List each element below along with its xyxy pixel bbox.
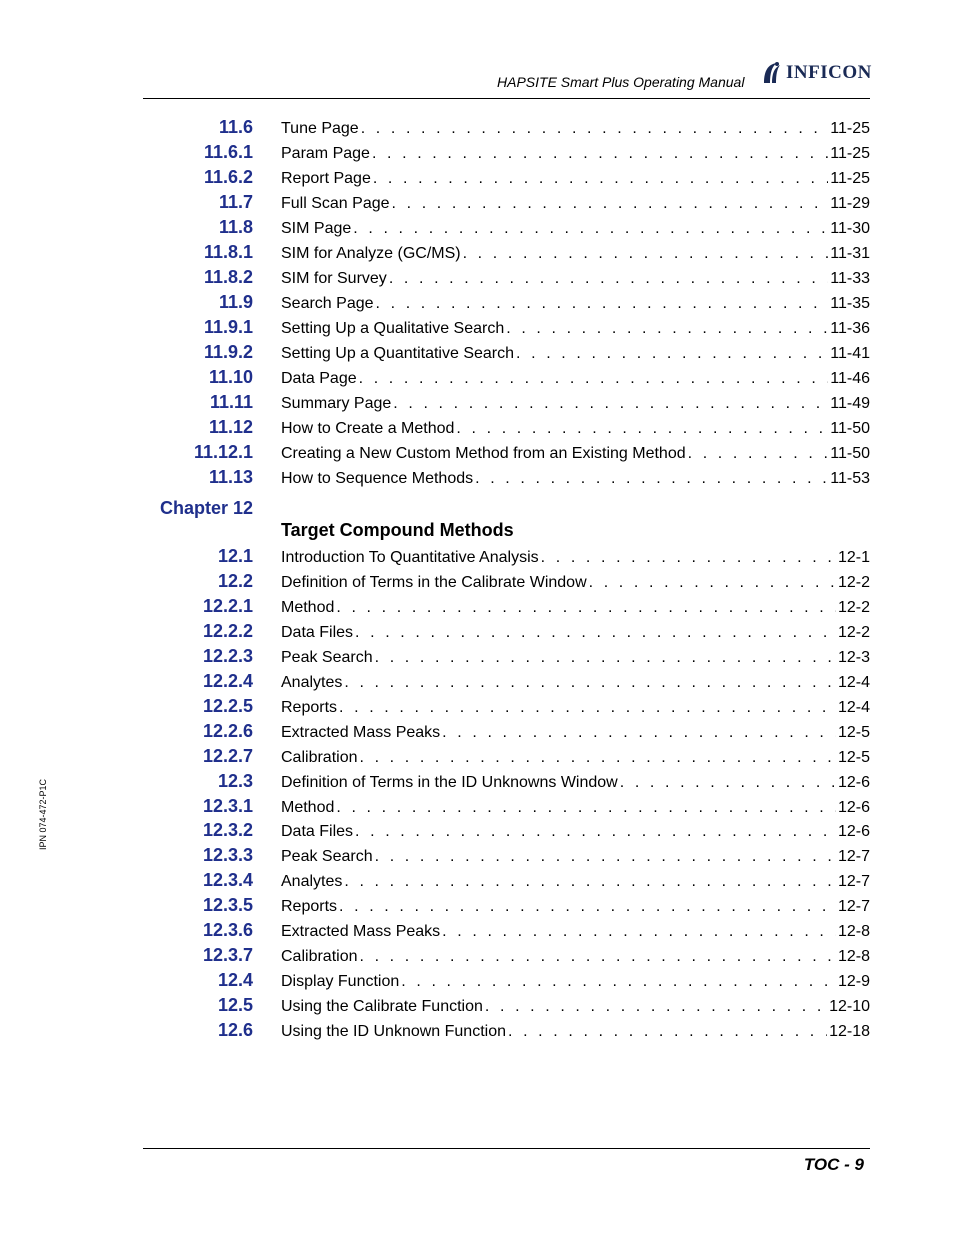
toc-entry-number[interactable]: 11.11 bbox=[209, 392, 253, 412]
toc-entry-line bbox=[281, 649, 870, 667]
toc-entry-line bbox=[281, 395, 870, 413]
dot-leader bbox=[589, 574, 836, 592]
toc-entry-page[interactable]: 12-2 bbox=[837, 623, 870, 641]
toc-entry-page[interactable]: 12-5 bbox=[837, 723, 870, 741]
toc-entry-page[interactable]: 12-7 bbox=[837, 873, 870, 891]
dot-leader bbox=[339, 898, 836, 916]
toc-entry[interactable] bbox=[150, 571, 870, 593]
toc-entry-line bbox=[281, 295, 870, 313]
toc-entry-line bbox=[281, 345, 870, 363]
toc-entry-line bbox=[281, 823, 870, 841]
toc-entry[interactable] bbox=[150, 392, 870, 414]
toc-entry-number[interactable]: 12.2.5 bbox=[202, 695, 253, 716]
toc-entry[interactable] bbox=[150, 1020, 870, 1042]
toc-entry[interactable] bbox=[150, 267, 870, 289]
toc-entry-number[interactable]: 12.2.3 bbox=[202, 645, 253, 666]
toc-entry-line bbox=[281, 220, 870, 238]
toc-entry-page[interactable]: 11-25 bbox=[830, 170, 870, 187]
toc-entry-title[interactable]: Report Page bbox=[281, 170, 371, 187]
toc-entry-page[interactable]: 11-41 bbox=[830, 345, 870, 362]
toc-entry-number[interactable]: 12.3.5 bbox=[202, 895, 253, 916]
toc-entry-title[interactable]: Definition of Terms in the ID Unknowns Window bbox=[281, 773, 618, 791]
toc-entry-number[interactable]: 12.2.4 bbox=[202, 670, 253, 691]
toc-entry[interactable] bbox=[150, 596, 870, 618]
inficon-logo-icon bbox=[760, 61, 782, 85]
toc-entry-number[interactable]: 12.3.3 bbox=[202, 845, 253, 866]
toc-entry[interactable] bbox=[150, 442, 870, 464]
toc-entry-page[interactable]: 11-29 bbox=[830, 195, 870, 212]
toc-entry[interactable] bbox=[150, 242, 870, 264]
toc-entry-line bbox=[281, 923, 870, 941]
dot-leader bbox=[392, 195, 829, 213]
chapter-label[interactable]: Chapter 12 bbox=[159, 498, 253, 518]
manual-title: HAPSITE Smart Plus Operating Manual bbox=[497, 74, 745, 90]
toc-entry[interactable] bbox=[150, 342, 870, 364]
toc-entry-title[interactable]: Method bbox=[281, 598, 335, 616]
toc-entry-title[interactable]: Extracted Mass Peaks bbox=[281, 723, 441, 741]
toc-entry-line bbox=[281, 549, 870, 567]
dot-leader bbox=[355, 823, 836, 841]
dot-leader bbox=[442, 923, 836, 941]
toc-entry-number[interactable]: 11.12.1 bbox=[193, 442, 253, 462]
toc-entry-number[interactable]: 12.2.7 bbox=[202, 745, 253, 766]
toc-entry-page[interactable]: 12-18 bbox=[829, 1023, 870, 1041]
toc-entry-line bbox=[281, 245, 870, 263]
dot-leader bbox=[375, 848, 836, 866]
toc-entry[interactable] bbox=[150, 167, 870, 189]
toc-entry[interactable] bbox=[150, 367, 870, 389]
toc-entry-number[interactable]: 11.9 bbox=[218, 292, 253, 312]
toc-entry-page[interactable]: 11-46 bbox=[830, 370, 870, 387]
toc-entry-title[interactable]: Param Page bbox=[281, 145, 370, 162]
toc-entry-page[interactable]: 12-9 bbox=[837, 973, 870, 991]
toc-entry-page[interactable]: 12-7 bbox=[837, 848, 870, 866]
toc-entry-line bbox=[281, 898, 870, 916]
dot-leader bbox=[688, 445, 829, 463]
toc-entry-title[interactable]: Data Page bbox=[281, 370, 357, 387]
toc-entry-title[interactable]: Method bbox=[281, 798, 335, 816]
dot-leader bbox=[372, 145, 828, 163]
dot-leader bbox=[339, 699, 836, 717]
toc-entry-title[interactable]: Introduction To Quantitative Analysis bbox=[281, 549, 539, 566]
toc-entry-number[interactable]: 11.7 bbox=[218, 192, 253, 212]
toc-entry-title[interactable]: Data Files bbox=[281, 623, 354, 641]
toc-entry-number[interactable]: 11.9.2 bbox=[203, 342, 253, 362]
toc-entry-line bbox=[281, 674, 870, 692]
toc-entry-line bbox=[281, 470, 870, 488]
toc-entry-page[interactable]: 12-5 bbox=[837, 748, 870, 766]
dot-leader bbox=[344, 873, 836, 891]
dot-leader bbox=[485, 998, 827, 1016]
toc-entry[interactable] bbox=[150, 970, 870, 992]
toc-entry-title[interactable]: SIM for Analyze (GC/MS) bbox=[281, 245, 461, 262]
toc-entry-number[interactable]: 11.6.1 bbox=[203, 142, 253, 162]
toc-entry[interactable] bbox=[150, 920, 870, 942]
toc-entry-line bbox=[281, 420, 870, 438]
toc-entry-number[interactable]: 12.3 bbox=[217, 770, 253, 791]
toc-entry-line bbox=[281, 599, 870, 617]
dot-leader bbox=[336, 599, 836, 617]
toc-entry[interactable] bbox=[150, 721, 870, 743]
toc-entry-title[interactable]: Calibration bbox=[281, 748, 358, 766]
toc-entry[interactable] bbox=[150, 746, 870, 768]
toc-entry-title[interactable]: Reports bbox=[281, 698, 338, 716]
toc-entry[interactable] bbox=[150, 217, 870, 239]
toc-entry[interactable] bbox=[150, 945, 870, 967]
toc-entry-number[interactable]: 12.1 bbox=[217, 546, 253, 566]
chapter-title: Target Compound Methods bbox=[281, 520, 514, 540]
toc-entry-page[interactable]: 11-53 bbox=[830, 470, 870, 487]
toc-entry-page[interactable]: 12-4 bbox=[837, 673, 870, 691]
toc-entry[interactable] bbox=[150, 870, 870, 892]
toc-entry-title[interactable]: Definition of Terms in the Calibrate Window bbox=[281, 573, 587, 591]
toc-entry-page[interactable]: 11-36 bbox=[830, 320, 870, 337]
toc-entry-title[interactable]: How to Create a Method bbox=[281, 420, 455, 437]
toc-entry-number[interactable]: 11.8.2 bbox=[203, 267, 253, 287]
toc-entry[interactable] bbox=[150, 192, 870, 214]
toc-entry-number[interactable]: 12.3.4 bbox=[202, 870, 253, 891]
header-rule bbox=[143, 98, 870, 99]
dot-leader bbox=[359, 948, 835, 966]
toc-entry[interactable] bbox=[150, 292, 870, 314]
toc-entry-number[interactable]: 12.5 bbox=[217, 995, 253, 1016]
toc-entry-number[interactable]: 12.2.6 bbox=[202, 720, 253, 741]
toc-entry-page[interactable]: 12-3 bbox=[837, 648, 870, 666]
toc-entry[interactable] bbox=[150, 417, 870, 439]
toc-entry-title[interactable]: Using the ID Unknown Function bbox=[281, 1023, 506, 1041]
toc-entry-line bbox=[281, 774, 870, 792]
toc-entry[interactable] bbox=[150, 142, 870, 164]
toc-entry[interactable] bbox=[150, 646, 870, 668]
toc-entry-number[interactable]: 11.8.1 bbox=[203, 242, 253, 262]
toc-entry[interactable] bbox=[150, 995, 870, 1017]
toc-entry-line bbox=[281, 799, 870, 817]
toc-entry-page[interactable]: 11-30 bbox=[830, 220, 870, 237]
toc-entry-number[interactable]: 12.6 bbox=[217, 1020, 253, 1041]
toc-entry-number[interactable]: 12.2 bbox=[217, 570, 253, 591]
toc-entry-title[interactable]: Reports bbox=[281, 898, 338, 916]
toc-entry-line bbox=[281, 574, 870, 592]
toc-entry-page[interactable]: 12-6 bbox=[837, 798, 870, 816]
toc-entry-title[interactable]: Creating a New Custom Method from an Existing Method bbox=[281, 445, 686, 462]
toc-entry-number[interactable]: 12.3.1 bbox=[202, 795, 253, 816]
page-number: TOC - 9 bbox=[803, 1155, 864, 1174]
toc-entry[interactable] bbox=[150, 671, 870, 693]
dot-leader bbox=[336, 799, 836, 817]
toc-entry[interactable] bbox=[150, 820, 870, 842]
dot-leader bbox=[475, 470, 828, 488]
toc-entry-line bbox=[281, 724, 870, 742]
toc-entry-title[interactable]: Extracted Mass Peaks bbox=[281, 923, 441, 941]
toc-entry[interactable] bbox=[150, 771, 870, 793]
toc-entry-page[interactable]: 12-10 bbox=[829, 998, 870, 1016]
toc-entry[interactable] bbox=[150, 117, 870, 139]
toc-entry-number[interactable]: 12.3.6 bbox=[202, 920, 253, 941]
toc-entry-title[interactable]: Search Page bbox=[281, 295, 374, 312]
toc-entry-line bbox=[281, 848, 870, 866]
toc-entry-page[interactable]: 12-6 bbox=[837, 823, 870, 841]
toc-entry-number[interactable]: 12.3.7 bbox=[202, 945, 253, 966]
dot-leader bbox=[359, 749, 835, 767]
toc-entry-number[interactable]: 12.3.2 bbox=[202, 820, 253, 841]
toc-entry-title[interactable]: SIM Page bbox=[281, 220, 352, 237]
toc-entry-title[interactable]: Using the Calibrate Function bbox=[281, 998, 483, 1016]
dot-leader bbox=[393, 395, 828, 413]
footer-rule bbox=[143, 1148, 870, 1149]
toc-entry-line bbox=[281, 195, 870, 213]
toc-entry-title[interactable]: How to Sequence Methods bbox=[281, 470, 474, 487]
toc-entry-title[interactable]: Data Files bbox=[281, 823, 354, 841]
toc-entry-line bbox=[281, 370, 870, 388]
toc-entry-number[interactable]: 11.6 bbox=[218, 117, 253, 137]
toc-entry[interactable] bbox=[150, 621, 870, 643]
toc-entry-page[interactable]: 11-49 bbox=[830, 395, 870, 412]
toc-entry-page[interactable]: 12-4 bbox=[837, 698, 870, 716]
toc-entry-number[interactable]: 11.6.2 bbox=[203, 167, 253, 187]
toc-entry-page[interactable]: 12-6 bbox=[837, 773, 870, 791]
toc-entry[interactable] bbox=[150, 796, 870, 818]
toc-entry-line bbox=[281, 873, 870, 891]
toc-entry-line bbox=[281, 699, 870, 717]
toc-entry-page[interactable]: 11-25 bbox=[830, 145, 870, 162]
dot-leader bbox=[376, 295, 829, 313]
toc-entry-number[interactable]: 12.2.2 bbox=[202, 620, 253, 641]
toc-entry-line bbox=[281, 170, 870, 188]
toc-entry-line bbox=[281, 270, 870, 288]
toc-entry-line bbox=[281, 120, 870, 138]
toc-entry-number[interactable]: 11.13 bbox=[208, 467, 253, 487]
toc-entry[interactable] bbox=[150, 317, 870, 339]
toc-entry-page[interactable]: 11-31 bbox=[830, 245, 870, 262]
toc-entry-page[interactable]: 11-25 bbox=[830, 120, 870, 137]
toc-entry-page[interactable]: 12-7 bbox=[837, 898, 870, 916]
toc-entry-page[interactable]: 11-33 bbox=[830, 270, 870, 287]
toc-entry[interactable] bbox=[150, 845, 870, 867]
toc-entry-page[interactable]: 11-50 bbox=[830, 420, 870, 437]
toc-entry-number[interactable]: 11.10 bbox=[208, 367, 253, 387]
toc-entry-line bbox=[281, 973, 870, 991]
dot-leader bbox=[344, 674, 836, 692]
toc-entry[interactable] bbox=[150, 696, 870, 718]
dot-leader bbox=[353, 220, 828, 238]
toc-entry-title[interactable]: Tune Page bbox=[281, 120, 359, 137]
toc-entry-line bbox=[281, 948, 870, 966]
dot-leader bbox=[442, 724, 836, 742]
toc-entry-title[interactable]: Summary Page bbox=[281, 395, 392, 412]
toc-entry-line bbox=[281, 145, 870, 163]
dot-leader bbox=[361, 120, 829, 138]
toc-entry-title[interactable]: Full Scan Page bbox=[281, 195, 390, 212]
toc-entry-number[interactable]: 12.4 bbox=[217, 970, 253, 991]
dot-leader bbox=[375, 649, 836, 667]
toc-entry-line bbox=[281, 320, 870, 338]
toc-entry-line bbox=[281, 998, 870, 1016]
toc-entry-number[interactable]: 11.12 bbox=[208, 417, 253, 437]
logo-wordmark: INFICON bbox=[786, 62, 872, 83]
toc-entry-page[interactable]: 12-2 bbox=[837, 598, 870, 616]
toc-entry-page[interactable]: 12-8 bbox=[837, 923, 870, 941]
dot-leader bbox=[541, 549, 836, 567]
toc-entry-line bbox=[281, 624, 870, 642]
dot-leader bbox=[359, 370, 829, 388]
toc-entry-title[interactable]: Calibration bbox=[281, 948, 358, 966]
dot-leader bbox=[373, 170, 828, 188]
dot-leader bbox=[355, 624, 836, 642]
toc-entry-page[interactable]: 11-50 bbox=[830, 445, 870, 462]
toc-entry-title[interactable]: SIM for Survey bbox=[281, 270, 387, 287]
dot-leader bbox=[506, 320, 828, 338]
toc-entry-line bbox=[281, 1023, 870, 1041]
toc-entry-title[interactable]: Setting Up a Qualitative Search bbox=[281, 320, 505, 337]
toc-entry-title[interactable]: Analytes bbox=[281, 673, 343, 691]
document-code: IPN 074-472-P1C bbox=[38, 778, 48, 850]
toc-entry-title[interactable]: Setting Up a Quantitative Search bbox=[281, 345, 515, 362]
dot-leader bbox=[620, 774, 836, 792]
toc-entry-number[interactable]: 11.9.1 bbox=[203, 317, 253, 337]
dot-leader bbox=[456, 420, 828, 438]
dot-leader bbox=[389, 270, 828, 288]
dot-leader bbox=[401, 973, 836, 991]
toc-entry-title[interactable]: Peak Search bbox=[281, 648, 373, 666]
toc-entry[interactable] bbox=[150, 895, 870, 917]
toc-entry-number[interactable]: 12.2.1 bbox=[202, 595, 253, 616]
toc-entry-page[interactable]: 12-2 bbox=[837, 573, 870, 591]
dot-leader bbox=[463, 245, 829, 263]
toc-entry-title[interactable]: Analytes bbox=[281, 873, 343, 891]
toc-entry-number[interactable]: 11.8 bbox=[218, 217, 253, 237]
inficon-logo bbox=[760, 60, 872, 86]
toc-entry-line bbox=[281, 445, 870, 463]
toc-entry-page[interactable]: 12-1 bbox=[837, 549, 870, 566]
toc-entry-page[interactable]: 11-35 bbox=[830, 295, 870, 312]
toc-entry-line bbox=[281, 749, 870, 767]
toc-entry-title[interactable]: Display Function bbox=[281, 973, 400, 991]
dot-leader bbox=[508, 1023, 827, 1041]
toc-entry[interactable] bbox=[150, 546, 870, 568]
toc-entry-page[interactable]: 12-8 bbox=[837, 948, 870, 966]
dot-leader bbox=[516, 345, 828, 363]
toc-entry-title[interactable]: Peak Search bbox=[281, 848, 373, 866]
toc-entry[interactable] bbox=[150, 467, 870, 489]
